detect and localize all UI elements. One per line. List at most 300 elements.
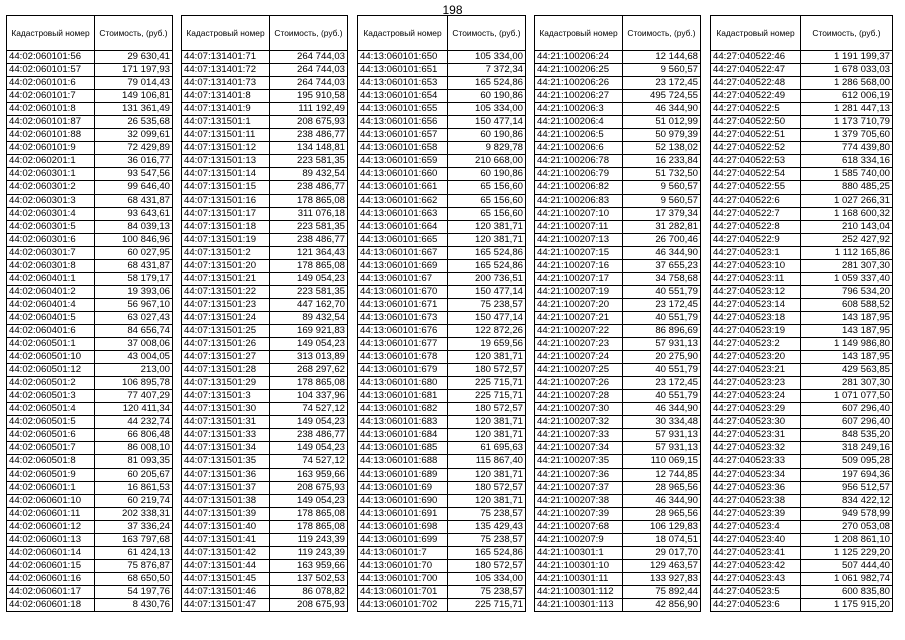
cadastral-number-cell: 44:13:060101:685 <box>358 442 448 455</box>
cost-cell: 122 872,26 <box>448 324 526 337</box>
table-row <box>7 546 173 559</box>
cadastral-number-cell: 44:13:060101:653 <box>358 77 448 90</box>
cadastral-number-cell: 44:21:100206:27 <box>535 90 623 103</box>
cadastral-table-2 <box>181 15 348 612</box>
cadastral-number-cell: 44:07:131501:11 <box>182 129 270 142</box>
cadastral-number-cell: 44:02:060601:13 <box>7 533 95 546</box>
cadastral-number-cell: 44:27:040523:43 <box>711 572 801 585</box>
table-row <box>182 390 348 403</box>
cadastral-number-cell: 44:02:060601:17 <box>7 585 95 598</box>
table-row <box>358 259 526 272</box>
cost-cell: 165 524,86 <box>448 246 526 259</box>
cadastral-number-cell: 44:02:060401:6 <box>7 324 95 337</box>
cadastral-number-cell: 44:13:060101:665 <box>358 233 448 246</box>
cadastral-table-1 <box>6 15 173 612</box>
table-row <box>182 324 348 337</box>
cadastral-number-cell: 44:02:060501:2 <box>7 377 95 390</box>
cadastral-number-cell: 44:02:060501:7 <box>7 442 95 455</box>
cadastral-number-cell: 44:27:040522:53 <box>711 155 801 168</box>
cost-cell: 607 296,40 <box>801 416 893 429</box>
cost-cell: 43 004,05 <box>95 351 173 364</box>
table-row <box>358 481 526 494</box>
cost-cell: 110 069,15 <box>623 455 701 468</box>
table-row <box>7 51 173 64</box>
cadastral-number-cell: 44:07:131501:23 <box>182 298 270 311</box>
cost-cell: 1 149 986,80 <box>801 338 893 351</box>
cadastral-number-cell: 44:02:060101:6 <box>7 77 95 90</box>
cost-cell: 880 485,25 <box>801 181 893 194</box>
table-row <box>711 77 893 90</box>
cost-cell: 1 678 033,03 <box>801 64 893 77</box>
cost-cell: 848 535,20 <box>801 429 893 442</box>
cost-cell: 796 534,20 <box>801 285 893 298</box>
cadastral-number-cell: 44:13:060101:654 <box>358 90 448 103</box>
cadastral-number-cell: 44:13:060101:690 <box>358 494 448 507</box>
cost-cell: 36 016,77 <box>95 155 173 168</box>
cadastral-number-cell: 44:21:100207:37 <box>535 481 623 494</box>
table-row <box>711 559 893 572</box>
table-row <box>182 285 348 298</box>
table-row <box>7 259 173 272</box>
table-row <box>358 246 526 259</box>
cost-cell: 56 967,10 <box>95 298 173 311</box>
header-value: Стоимость, (руб.) <box>623 16 701 51</box>
cost-cell: 180 572,57 <box>448 559 526 572</box>
table-row <box>535 90 701 103</box>
table-row <box>711 168 893 181</box>
cost-cell: 46 344,90 <box>623 403 701 416</box>
table-row <box>535 155 701 168</box>
cadastral-number-cell: 44:02:060401:1 <box>7 272 95 285</box>
cost-cell: 75 238,57 <box>448 533 526 546</box>
table-row <box>182 507 348 520</box>
cost-cell: 50 979,39 <box>623 129 701 142</box>
cost-cell: 37 655,23 <box>623 259 701 272</box>
cadastral-number-cell: 44:13:060101:669 <box>358 259 448 272</box>
cadastral-number-cell: 44:27:040523:38 <box>711 494 801 507</box>
table-row <box>358 311 526 324</box>
table-row <box>358 377 526 390</box>
cadastral-number-cell: 44:07:131501:40 <box>182 520 270 533</box>
table-row <box>7 168 173 181</box>
cadastral-number-cell: 44:02:060501:9 <box>7 468 95 481</box>
table-row <box>358 51 526 64</box>
cost-cell: 115 867,40 <box>448 455 526 468</box>
table-row <box>182 546 348 559</box>
cost-cell: 46 344,90 <box>623 103 701 116</box>
header-value: Стоимость, (руб.) <box>95 16 173 51</box>
table-row <box>535 442 701 455</box>
cost-cell: 225 715,71 <box>448 390 526 403</box>
cadastral-number-cell: 44:27:040522:46 <box>711 51 801 64</box>
table-row <box>535 129 701 142</box>
table-row <box>535 338 701 351</box>
cost-cell: 65 156,60 <box>448 181 526 194</box>
table-row <box>358 520 526 533</box>
table-row <box>711 377 893 390</box>
cadastral-number-cell: 44:27:040523:1 <box>711 246 801 259</box>
cost-cell: 105 334,00 <box>448 103 526 116</box>
cost-cell: 1 208 861,10 <box>801 533 893 546</box>
cadastral-number-cell: 44:21:100206:26 <box>535 77 623 90</box>
cost-cell: 311 076,18 <box>270 207 348 220</box>
table-row <box>535 455 701 468</box>
cadastral-number-cell: 44:21:100206:6 <box>535 142 623 155</box>
cost-cell: 1 379 705,60 <box>801 129 893 142</box>
cadastral-number-cell: 44:27:040523:24 <box>711 390 801 403</box>
cost-cell: 238 486,77 <box>270 233 348 246</box>
cost-cell: 200 736,51 <box>448 272 526 285</box>
table-row <box>535 285 701 298</box>
cadastral-number-cell: 44:27:040522:52 <box>711 142 801 155</box>
cadastral-number-cell: 44:07:131501:17 <box>182 207 270 220</box>
cadastral-number-cell: 44:13:060101:680 <box>358 377 448 390</box>
cost-cell: 618 334,16 <box>801 155 893 168</box>
cadastral-number-cell: 44:07:131501:3 <box>182 390 270 403</box>
table-row <box>182 416 348 429</box>
cost-cell: 163 959,66 <box>270 559 348 572</box>
table-row <box>182 207 348 220</box>
cost-cell: 131 361,49 <box>95 103 173 116</box>
cadastral-number-cell: 44:13:060101:69 <box>358 481 448 494</box>
cadastral-number-cell: 44:07:131501:28 <box>182 364 270 377</box>
table-row <box>358 116 526 129</box>
cadastral-number-cell: 44:27:040523:30 <box>711 416 801 429</box>
table-row <box>7 142 173 155</box>
table-row <box>711 155 893 168</box>
table-row <box>7 598 173 611</box>
table-row <box>535 259 701 272</box>
cadastral-number-cell: 44:27:040523:10 <box>711 259 801 272</box>
table-row <box>358 598 526 611</box>
cost-cell: 30 334,48 <box>623 416 701 429</box>
table-row <box>182 559 348 572</box>
cadastral-number-cell: 44:02:060601:14 <box>7 546 95 559</box>
cost-cell: 68 431,87 <box>95 194 173 207</box>
cost-cell: 93 643,61 <box>95 207 173 220</box>
table-row <box>7 285 173 298</box>
cost-cell: 32 099,61 <box>95 129 173 142</box>
header-value: Стоимость, (руб.) <box>448 16 526 51</box>
header-value: Стоимость, (руб.) <box>801 16 893 51</box>
cost-cell: 949 578,99 <box>801 507 893 520</box>
cadastral-number-cell: 44:13:060101:655 <box>358 103 448 116</box>
cost-cell: 208 675,93 <box>270 116 348 129</box>
cadastral-number-cell: 44:13:060101:67 <box>358 272 448 285</box>
cadastral-number-cell: 44:13:060101:662 <box>358 194 448 207</box>
table-row <box>182 168 348 181</box>
table-row <box>711 259 893 272</box>
table-row <box>182 272 348 285</box>
cadastral-number-cell: 44:02:060601:10 <box>7 494 95 507</box>
cost-cell: 1 191 199,37 <box>801 51 893 64</box>
cost-cell: 1 061 982,74 <box>801 572 893 585</box>
cadastral-number-cell: 44:27:040522:55 <box>711 181 801 194</box>
cadastral-number-cell: 44:21:100207:25 <box>535 364 623 377</box>
cost-cell: 171 197,93 <box>95 64 173 77</box>
table-row <box>535 220 701 233</box>
cost-cell: 106 895,78 <box>95 377 173 390</box>
cost-cell: 178 865,08 <box>270 259 348 272</box>
table-row <box>535 64 701 77</box>
header-number: Кадастровый номер <box>358 16 448 51</box>
cadastral-number-cell: 44:02:060601:18 <box>7 598 95 611</box>
table-row <box>711 90 893 103</box>
table-row <box>7 246 173 259</box>
table-row <box>711 507 893 520</box>
table-row <box>182 64 348 77</box>
cadastral-number-cell: 44:02:060301:2 <box>7 181 95 194</box>
table-row <box>711 572 893 585</box>
cadastral-number-cell: 44:27:040523:19 <box>711 324 801 337</box>
header-number: Кадастровый номер <box>535 16 623 51</box>
table-row <box>182 468 348 481</box>
cadastral-number-cell: 44:21:100207:15 <box>535 246 623 259</box>
cadastral-number-cell: 44:21:100207:28 <box>535 390 623 403</box>
cadastral-number-cell: 44:02:060501:8 <box>7 455 95 468</box>
cost-cell: 119 243,39 <box>270 546 348 559</box>
cost-cell: 68 650,50 <box>95 572 173 585</box>
table-row <box>711 533 893 546</box>
cadastral-number-cell: 44:27:040523:21 <box>711 364 801 377</box>
cost-cell: 89 432,54 <box>270 168 348 181</box>
cadastral-number-cell: 44:21:100207:68 <box>535 520 623 533</box>
table-row <box>7 520 173 533</box>
cost-cell: 60 190,86 <box>448 129 526 142</box>
cadastral-number-cell: 44:21:100206:82 <box>535 181 623 194</box>
table-row <box>182 51 348 64</box>
cadastral-number-cell: 44:27:040523:34 <box>711 468 801 481</box>
cadastral-number-cell: 44:27:040523:42 <box>711 559 801 572</box>
table-row <box>535 142 701 155</box>
table-row <box>535 207 701 220</box>
cost-cell: 225 715,71 <box>448 377 526 390</box>
cadastral-number-cell: 44:13:060101:656 <box>358 116 448 129</box>
cadastral-number-cell: 44:07:131501:44 <box>182 559 270 572</box>
cost-cell: 23 172,45 <box>623 77 701 90</box>
cost-cell: 9 560,57 <box>623 64 701 77</box>
table-row <box>182 194 348 207</box>
table-row <box>7 507 173 520</box>
table-row <box>182 572 348 585</box>
table-row <box>182 181 348 194</box>
cost-cell: 169 921,83 <box>270 324 348 337</box>
table-row <box>711 416 893 429</box>
cost-cell: 318 249,16 <box>801 442 893 455</box>
table-row <box>7 585 173 598</box>
cadastral-number-cell: 44:27:040523:23 <box>711 377 801 390</box>
cadastral-number-cell: 44:21:100207:34 <box>535 442 623 455</box>
table-row <box>7 116 173 129</box>
cadastral-number-cell: 44:07:131501:24 <box>182 311 270 324</box>
cadastral-number-cell: 44:21:100206:24 <box>535 51 623 64</box>
cadastral-number-cell: 44:02:060501:10 <box>7 351 95 364</box>
cadastral-number-cell: 44:02:060101:8 <box>7 103 95 116</box>
cost-cell: 7 372,34 <box>448 64 526 77</box>
table-row <box>358 181 526 194</box>
cost-cell: 197 694,36 <box>801 468 893 481</box>
table-row <box>182 442 348 455</box>
cadastral-number-cell: 44:13:060101:683 <box>358 416 448 429</box>
cadastral-number-cell: 44:13:060101:681 <box>358 390 448 403</box>
cost-cell: 143 187,95 <box>801 311 893 324</box>
table-row <box>182 494 348 507</box>
cost-cell: 68 431,87 <box>95 259 173 272</box>
cost-cell: 61 695,63 <box>448 442 526 455</box>
table-row <box>711 64 893 77</box>
cadastral-number-cell: 44:07:131501:2 <box>182 246 270 259</box>
cadastral-number-cell: 44:13:060101:661 <box>358 181 448 194</box>
table-row <box>358 220 526 233</box>
table-row <box>7 298 173 311</box>
cost-cell: 608 588,52 <box>801 298 893 311</box>
cost-cell: 81 093,35 <box>95 455 173 468</box>
table-row <box>7 338 173 351</box>
table-row <box>535 351 701 364</box>
cost-cell: 37 336,24 <box>95 520 173 533</box>
cost-cell: 1 059 337,40 <box>801 272 893 285</box>
table-row <box>711 285 893 298</box>
cadastral-number-cell: 44:27:040522:50 <box>711 116 801 129</box>
table-row <box>535 403 701 416</box>
cadastral-number-cell: 44:02:060501:1 <box>7 338 95 351</box>
cost-cell: 223 581,35 <box>270 155 348 168</box>
table-row <box>358 442 526 455</box>
table-row <box>358 494 526 507</box>
table-row <box>7 390 173 403</box>
cost-cell: 612 006,19 <box>801 90 893 103</box>
cadastral-number-cell: 44:07:131501:21 <box>182 272 270 285</box>
cost-cell: 100 846,96 <box>95 233 173 246</box>
table-row <box>182 77 348 90</box>
table-row <box>535 233 701 246</box>
cadastral-number-cell: 44:02:060301:5 <box>7 220 95 233</box>
table-row <box>358 338 526 351</box>
table-row <box>358 285 526 298</box>
cost-cell: 75 238,57 <box>448 585 526 598</box>
table-row <box>535 429 701 442</box>
cadastral-number-cell: 44:13:060101:671 <box>358 298 448 311</box>
cost-cell: 281 307,30 <box>801 377 893 390</box>
cadastral-number-cell: 44:21:100207:36 <box>535 468 623 481</box>
cadastral-number-cell: 44:07:131501:33 <box>182 429 270 442</box>
cadastral-number-cell: 44:13:060101:702 <box>358 598 448 611</box>
cadastral-number-cell: 44:21:100206:5 <box>535 129 623 142</box>
cadastral-number-cell: 44:07:131501:29 <box>182 377 270 390</box>
cadastral-number-cell: 44:21:100207:30 <box>535 403 623 416</box>
table-row <box>358 533 526 546</box>
cadastral-number-cell: 44:13:060101:659 <box>358 155 448 168</box>
table-row <box>358 129 526 142</box>
cost-cell: 149 054,23 <box>270 494 348 507</box>
cost-cell: 178 865,08 <box>270 507 348 520</box>
cost-cell: 60 205,67 <box>95 468 173 481</box>
cost-cell: 99 646,40 <box>95 181 173 194</box>
cost-cell: 495 724,55 <box>623 90 701 103</box>
cost-cell: 264 744,03 <box>270 64 348 77</box>
table-row <box>182 220 348 233</box>
table-row <box>182 598 348 611</box>
cost-cell: 57 931,13 <box>623 429 701 442</box>
cadastral-number-cell: 44:21:100207:22 <box>535 324 623 337</box>
table-row <box>358 298 526 311</box>
cadastral-number-cell: 44:27:040522:47 <box>711 64 801 77</box>
cost-cell: 120 381,71 <box>448 351 526 364</box>
cadastral-number-cell: 44:02:060101:87 <box>7 116 95 129</box>
cadastral-number-cell: 44:07:131501:35 <box>182 455 270 468</box>
cost-cell: 264 744,03 <box>270 77 348 90</box>
cadastral-number-cell: 44:27:040523:39 <box>711 507 801 520</box>
cost-cell: 120 381,71 <box>448 429 526 442</box>
cadastral-number-cell: 44:02:060301:4 <box>7 207 95 220</box>
cost-cell: 23 172,45 <box>623 298 701 311</box>
cost-cell: 106 129,83 <box>623 520 701 533</box>
cost-cell: 607 296,40 <box>801 403 893 416</box>
table-row <box>358 390 526 403</box>
cadastral-number-cell: 44:02:060301:1 <box>7 168 95 181</box>
cadastral-number-cell: 44:02:060601:16 <box>7 572 95 585</box>
cadastral-number-cell: 44:07:131501:45 <box>182 572 270 585</box>
cost-cell: 121 364,43 <box>270 246 348 259</box>
table-row <box>358 207 526 220</box>
cost-cell: 223 581,35 <box>270 285 348 298</box>
table-row <box>535 520 701 533</box>
cost-cell: 40 551,79 <box>623 311 701 324</box>
table-row <box>711 520 893 533</box>
cadastral-number-cell: 44:13:060101:667 <box>358 246 448 259</box>
table-row <box>711 220 893 233</box>
table-row <box>358 77 526 90</box>
table-row <box>182 338 348 351</box>
cadastral-number-cell: 44:07:131501:1 <box>182 116 270 129</box>
cadastral-number-cell: 44:13:060101:7 <box>358 546 448 559</box>
table-row <box>7 324 173 337</box>
cadastral-number-cell: 44:27:040522:8 <box>711 220 801 233</box>
cadastral-number-cell: 44:27:040523:29 <box>711 403 801 416</box>
table-row <box>182 116 348 129</box>
cadastral-number-cell: 44:21:100207:38 <box>535 494 623 507</box>
cost-cell: 120 381,71 <box>448 220 526 233</box>
table-row <box>711 494 893 507</box>
table-row <box>535 116 701 129</box>
cost-cell: 8 430,76 <box>95 598 173 611</box>
cost-cell: 447 162,70 <box>270 298 348 311</box>
table-row <box>182 103 348 116</box>
header-number: Кадастровый номер <box>7 16 95 51</box>
table-row <box>711 116 893 129</box>
cost-cell: 238 486,77 <box>270 129 348 142</box>
table-row <box>7 559 173 572</box>
cadastral-number-cell: 44:02:060501:4 <box>7 403 95 416</box>
cost-cell: 60 219,74 <box>95 494 173 507</box>
cadastral-number-cell: 44:02:060601:12 <box>7 520 95 533</box>
cadastral-number-cell: 44:21:100207:26 <box>535 377 623 390</box>
cost-cell: 120 381,71 <box>448 494 526 507</box>
cost-cell: 133 927,83 <box>623 572 701 585</box>
table-row <box>7 220 173 233</box>
cadastral-number-cell: 44:21:100301:1 <box>535 546 623 559</box>
cost-cell: 1 173 710,79 <box>801 116 893 129</box>
table-row <box>535 246 701 259</box>
cost-cell: 149 054,23 <box>270 338 348 351</box>
table-row <box>711 364 893 377</box>
cost-cell: 104 337,96 <box>270 390 348 403</box>
cadastral-number-cell: 44:13:060101:657 <box>358 129 448 142</box>
table-row <box>711 324 893 337</box>
cost-cell: 135 429,43 <box>448 520 526 533</box>
table-row <box>7 429 173 442</box>
table-row <box>358 403 526 416</box>
